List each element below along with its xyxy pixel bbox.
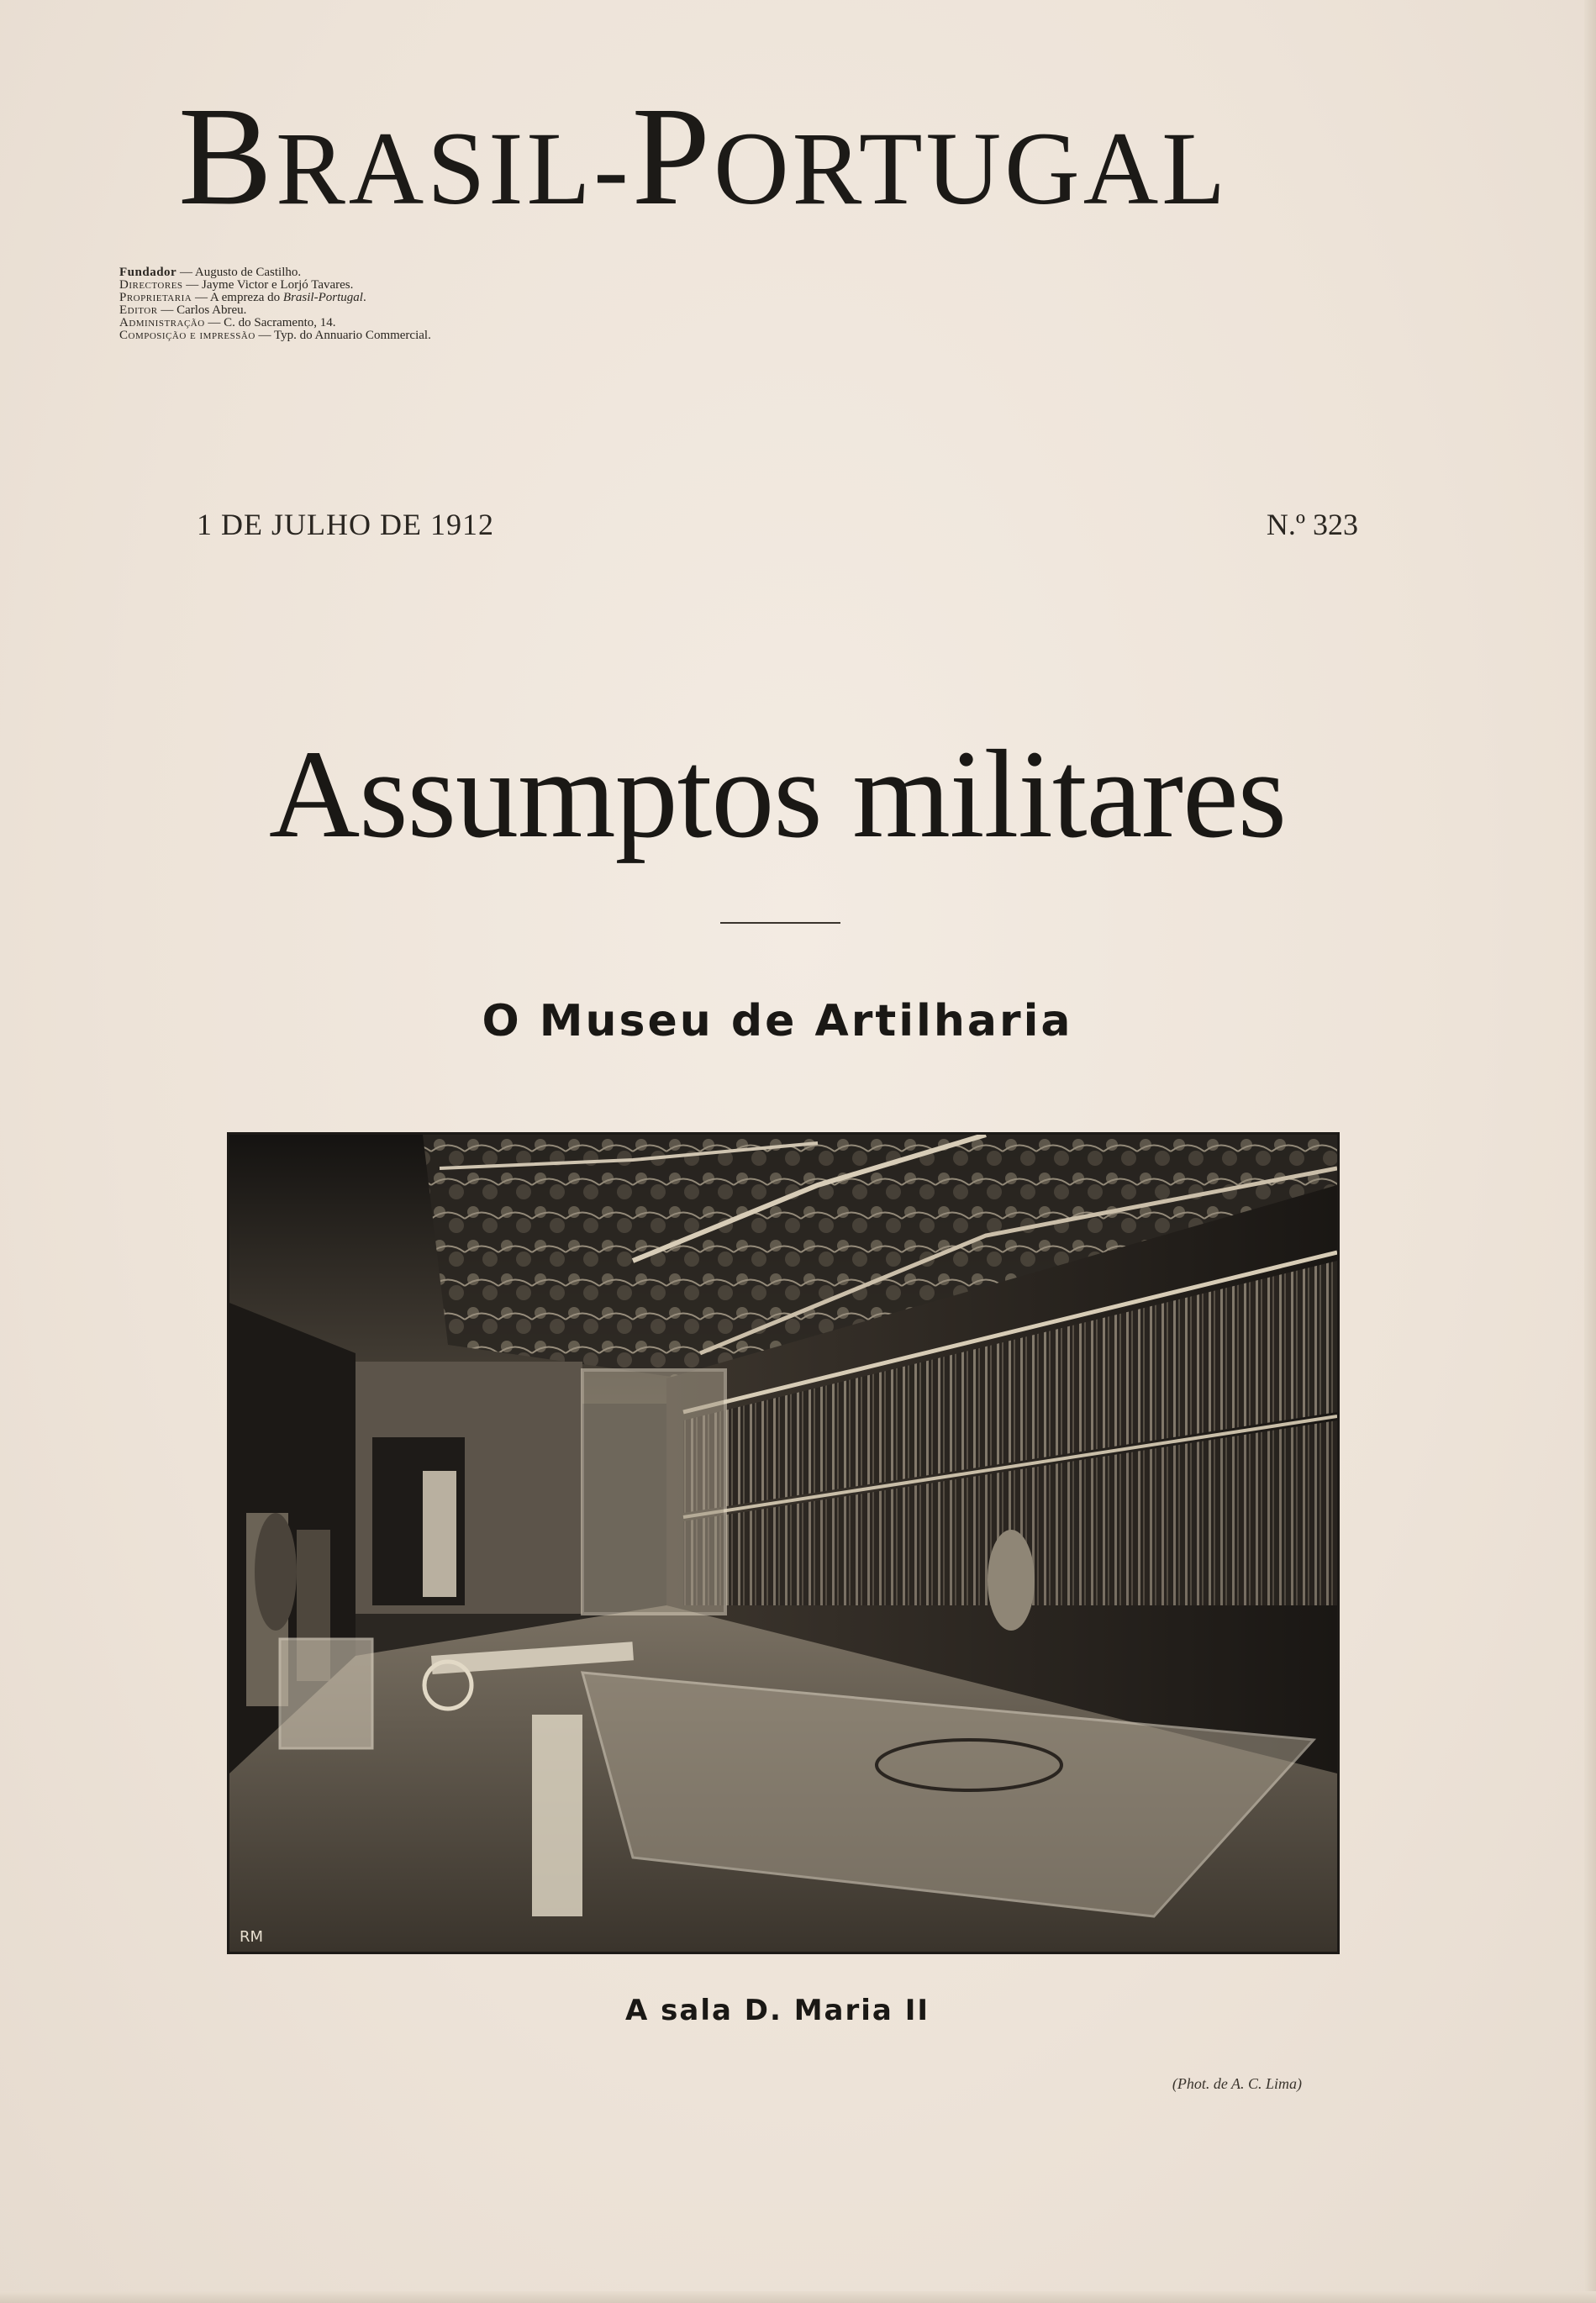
photo-caption: A sala D. Maria II [624,1994,930,2027]
masthead-title [178,78,1388,235]
credit-text: — C. do Sacramento, 14. [204,316,336,329]
credit-line-proprietaria [119,292,590,304]
credit-role: Composição e impressão [119,329,255,342]
credit-text: — Jayme Victor e Lorjó Tavares. [182,278,354,292]
article-subtitle: O Museu de Artilharia [482,996,1073,1046]
masthead-dash: - [593,111,632,226]
issue-number: N.º 323 [1266,508,1358,541]
masthead-brasil-rest: RASIL [276,111,594,226]
credit-role: Administração [119,316,205,329]
photo-monogram: RM [240,1928,264,1946]
article-title: Assumptos militares [268,725,1287,864]
credit-text: — Typ. do Annuario Commercial. [255,329,431,342]
credit-role: Editor [119,303,158,317]
credits-block [119,266,590,342]
credit-after: . [362,291,366,304]
credit-text: — A empreza do [192,291,283,304]
photo-credit: (Phot. de A. C. Lima) [1172,2075,1302,2092]
credit-line-administracao [119,317,590,329]
masthead-initial-b: B [178,78,277,235]
credit-text: — Augusto de Castilho. [176,266,302,279]
credit-role: Proprietaria [119,291,192,304]
credit-role: Directores [119,278,183,292]
credit-line-editor [119,304,590,317]
page-edge-bottom [0,2291,1596,2303]
photo-illustration [229,1135,1337,1952]
masthead-portugal-rest: ORTUGAL [714,111,1230,226]
title-divider-rule [720,922,840,924]
credit-text: — Carlos Abreu. [157,303,247,317]
issue-date: 1 DE JULHO DE 1912 [197,508,494,541]
credit-line-fundador [119,266,590,279]
credit-line-composicao [119,329,590,342]
museum-hall-photograph [227,1132,1340,1954]
credit-role: Fundador [119,266,177,279]
credit-italic: Brasil-Portugal [282,291,363,304]
masthead-initial-p: P [631,78,714,235]
credit-line-directores [119,279,590,292]
page-edge-right [1584,0,1596,2303]
